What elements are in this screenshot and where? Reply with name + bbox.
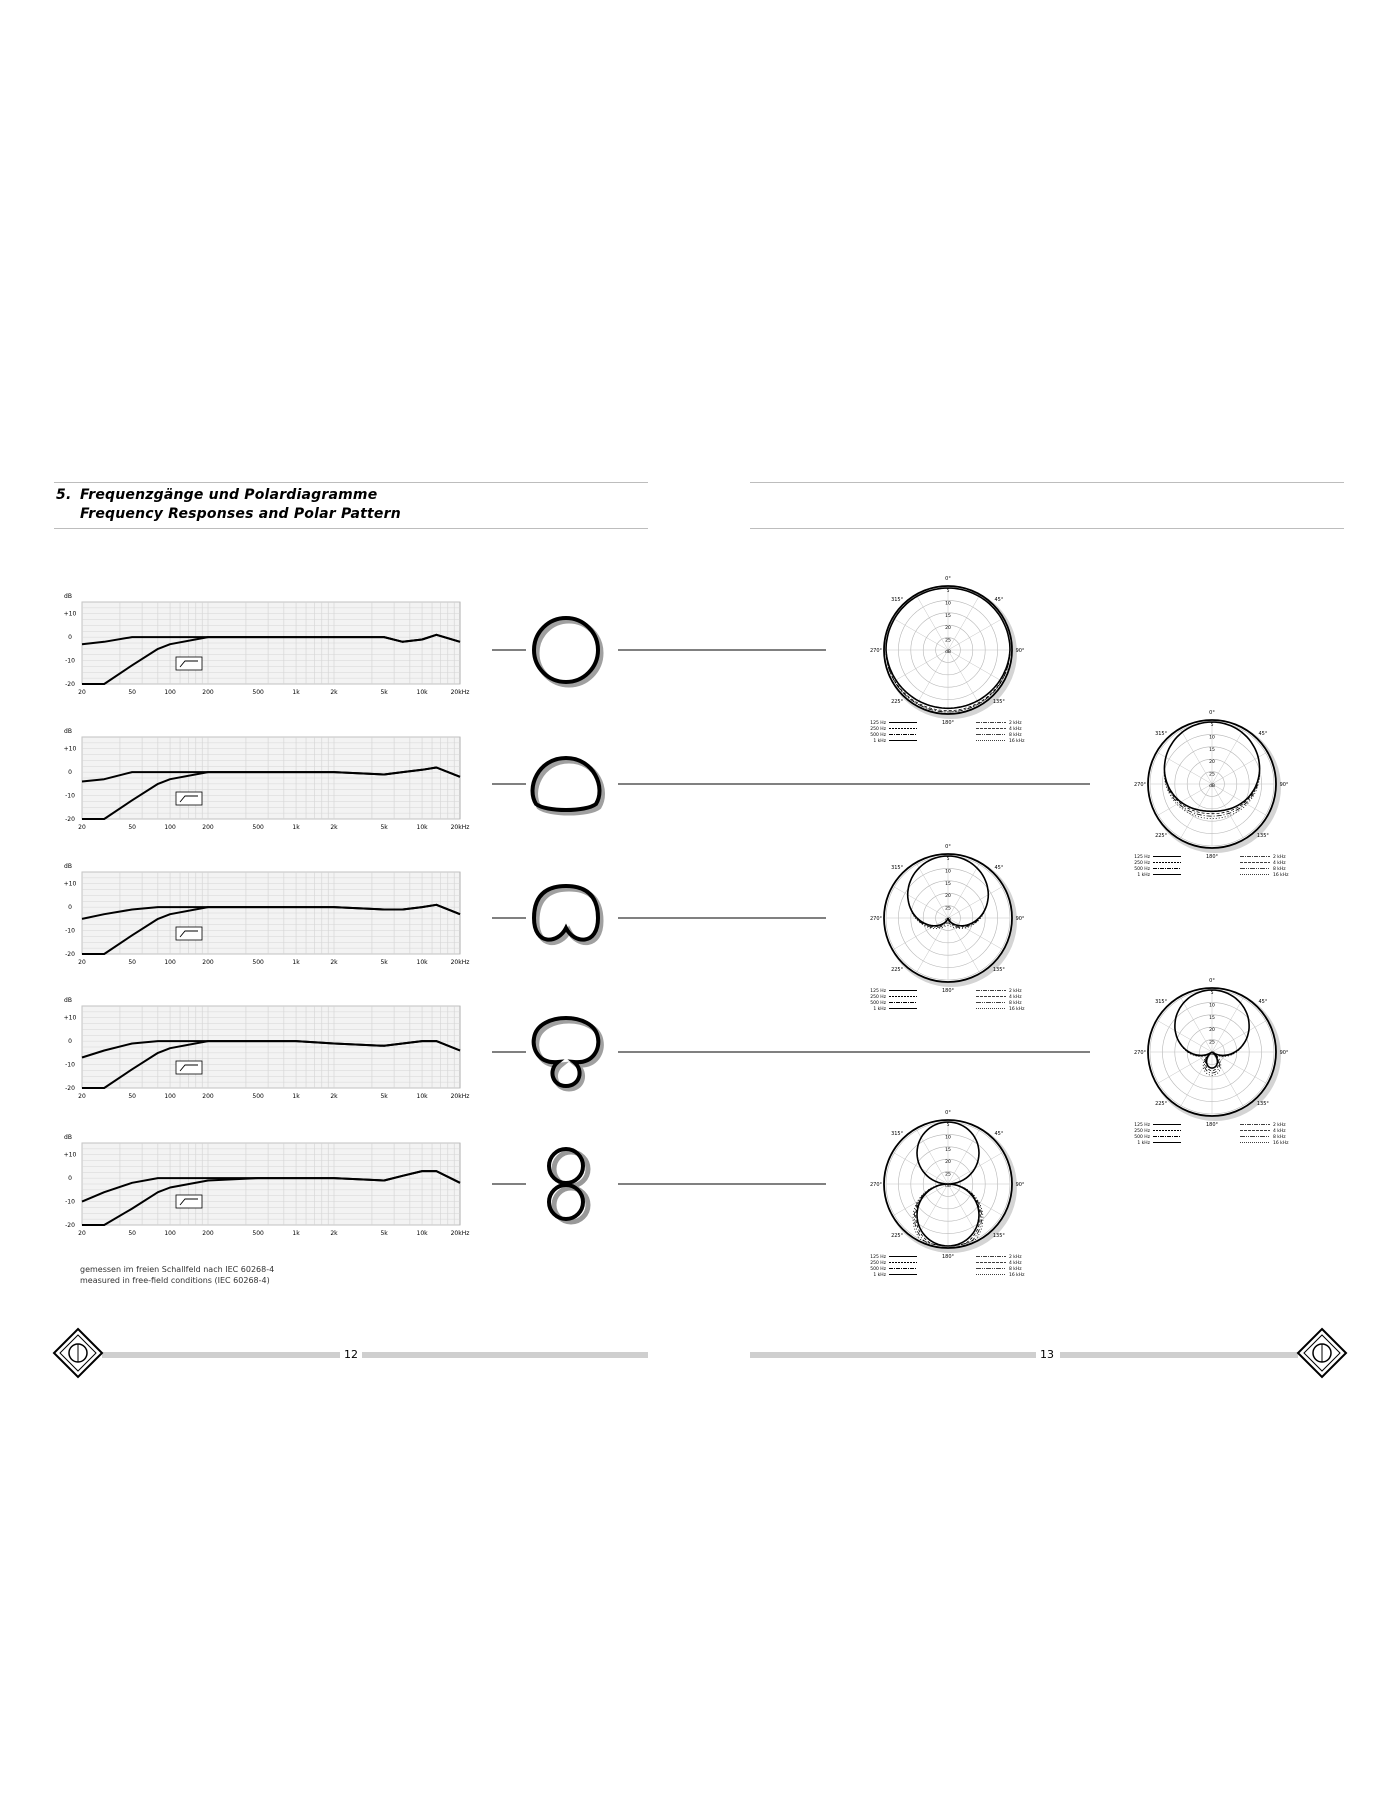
polar-ring-label: 15 xyxy=(945,881,951,887)
polar-angle-label: 225° xyxy=(891,966,904,973)
icon-outline xyxy=(534,886,598,940)
polar-angle-label: 270° xyxy=(869,916,883,922)
x-tick-label: 100 xyxy=(164,689,176,696)
polar-angle-label: 0° xyxy=(945,844,951,850)
polar-angle-label: 90° xyxy=(1279,782,1289,788)
x-tick-label: 5k xyxy=(380,689,388,696)
x-tick-label: 500 xyxy=(252,1230,264,1237)
polar-angle-label: 225° xyxy=(1155,1100,1168,1107)
measurement-note-en: measured in free-field conditions (IEC 60268-4) xyxy=(80,1276,270,1285)
polar-angle-label: 90° xyxy=(1279,1050,1289,1056)
y-tick-label: +10 xyxy=(63,1151,77,1159)
polar-angle-label: 270° xyxy=(1133,782,1147,788)
x-tick-label: 500 xyxy=(252,824,264,831)
polar-ring-label: 5 xyxy=(946,1123,950,1128)
low-cut-symbol xyxy=(176,792,202,805)
legend-label: 2 kHz xyxy=(1273,1123,1286,1128)
polar-ring-label: 5 xyxy=(1210,991,1214,996)
x-tick-label: 100 xyxy=(164,959,176,966)
x-tick-label: 200 xyxy=(202,959,214,966)
legend-label: 4 kHz xyxy=(1009,1261,1022,1266)
y-tick-label: 0 xyxy=(68,904,72,912)
legend-label: 1 kHz xyxy=(1137,1141,1150,1146)
y-tick-label: 0 xyxy=(68,1038,72,1046)
legend-label: 8 kHz xyxy=(1273,867,1286,872)
y-axis-label: dB xyxy=(64,997,72,1004)
polar-diagrams xyxy=(870,576,1289,1278)
x-tick-label: 20 xyxy=(78,1093,86,1100)
polar-angle-label: 180° xyxy=(1205,854,1219,860)
y-axis-label: dB xyxy=(64,1134,72,1141)
polar-ring-label: 15 xyxy=(945,613,951,619)
x-tick-label: 20 xyxy=(78,824,86,831)
x-tick-label: 1k xyxy=(292,689,300,696)
polar-angle-label: 270° xyxy=(869,1182,883,1188)
x-tick-label: 1k xyxy=(292,824,300,831)
legend-label: 4 kHz xyxy=(1273,861,1286,866)
hypercardioid-pattern-icon xyxy=(534,1018,602,1089)
x-tick-label: 5k xyxy=(380,959,388,966)
y-tick-label: -10 xyxy=(65,927,75,935)
legend-label: 1 kHz xyxy=(873,1007,886,1012)
polar-angle-label: 0° xyxy=(945,576,951,582)
wide-cardioid-pattern-icon xyxy=(533,758,603,813)
freq-response-omni xyxy=(64,593,470,696)
legend-label: 500 Hz xyxy=(870,1001,886,1006)
x-tick-label: 50 xyxy=(128,824,136,831)
x-tick-label: 2k xyxy=(330,1093,338,1100)
polar-angle-label: 45° xyxy=(1258,999,1268,1006)
x-tick-label: 2k xyxy=(330,1230,338,1237)
polar-ring-label: dB xyxy=(945,650,951,655)
y-tick-label: -10 xyxy=(65,1061,75,1069)
x-tick-label: 200 xyxy=(202,1230,214,1237)
polar-ring-label: 5 xyxy=(946,857,950,862)
x-tick-label: 100 xyxy=(164,1093,176,1100)
polar-figure8 xyxy=(870,1110,1025,1278)
y-tick-label: -20 xyxy=(65,681,75,688)
polar-angle-label: 135° xyxy=(992,1232,1005,1239)
polar-ring-label: dB xyxy=(1209,1052,1215,1057)
x-tick-label: 10k xyxy=(416,689,428,696)
legend-label: 2 kHz xyxy=(1009,989,1022,994)
x-tick-label: 200 xyxy=(202,1093,214,1100)
legend-label: 125 Hz xyxy=(1134,855,1150,860)
legend-label: 4 kHz xyxy=(1009,995,1022,1000)
polar-ring-label: dB xyxy=(1209,784,1215,789)
legend-label: 2 kHz xyxy=(1273,855,1286,860)
polar-angle-label: 45° xyxy=(994,1131,1004,1138)
low-cut-symbol xyxy=(176,657,202,670)
x-tick-label: 1k xyxy=(292,959,300,966)
polar-angle-label: 180° xyxy=(1205,1122,1219,1128)
legend-label: 250 Hz xyxy=(870,995,886,1000)
y-tick-label: -10 xyxy=(65,792,75,800)
x-tick-label: 20 xyxy=(78,959,86,966)
legend-label: 8 kHz xyxy=(1273,1135,1286,1140)
legend-label: 16 kHz xyxy=(1273,873,1289,878)
x-tick-label: 50 xyxy=(128,689,136,696)
x-tick-label: 20kHz xyxy=(450,689,470,696)
polar-angle-label: 0° xyxy=(1209,710,1215,716)
polar-ring-label: 20 xyxy=(1209,760,1215,766)
x-tick-label: 2k xyxy=(330,959,338,966)
x-tick-label: 50 xyxy=(128,959,136,966)
x-tick-label: 200 xyxy=(202,824,214,831)
x-tick-label: 5k xyxy=(380,1230,388,1237)
y-tick-label: -20 xyxy=(65,1222,75,1229)
x-tick-label: 5k xyxy=(380,824,388,831)
polar-ring-label: 20 xyxy=(945,1160,951,1166)
polar-ring-label: 25 xyxy=(945,906,951,912)
polar-ring-label: 5 xyxy=(946,589,950,594)
figure8-pattern-icon xyxy=(549,1149,588,1222)
polar-angle-label: 270° xyxy=(1133,1050,1147,1056)
legend-label: 500 Hz xyxy=(1134,867,1150,872)
polar-omni xyxy=(870,576,1025,744)
polar-ring-label: 25 xyxy=(945,1172,951,1178)
x-tick-label: 50 xyxy=(128,1230,136,1237)
legend-label: 250 Hz xyxy=(1134,1129,1150,1134)
legend-label: 16 kHz xyxy=(1273,1141,1289,1146)
x-tick-label: 20kHz xyxy=(450,959,470,966)
polar-angle-label: 90° xyxy=(1015,648,1025,654)
y-tick-label: +10 xyxy=(63,745,77,753)
legend-label: 500 Hz xyxy=(1134,1135,1150,1140)
y-tick-label: -20 xyxy=(65,951,75,958)
legend-label: 125 Hz xyxy=(870,721,886,726)
legend-label: 500 Hz xyxy=(870,1267,886,1272)
polar-ring-label: 5 xyxy=(1210,723,1214,728)
x-tick-label: 100 xyxy=(164,824,176,831)
polar-ring-label: 15 xyxy=(1209,1015,1215,1021)
legend-label: 2 kHz xyxy=(1009,1255,1022,1260)
icon-outline xyxy=(533,758,600,810)
y-tick-label: -20 xyxy=(65,816,75,823)
polar-ring-label: dB xyxy=(945,918,951,923)
x-tick-label: 20 xyxy=(78,689,86,696)
x-tick-label: 20 xyxy=(78,1230,86,1237)
low-cut-symbol xyxy=(176,927,202,940)
x-tick-label: 1k xyxy=(292,1093,300,1100)
polar-angle-label: 45° xyxy=(994,865,1004,872)
x-tick-label: 20kHz xyxy=(450,1093,470,1100)
y-axis-label: dB xyxy=(64,728,72,735)
polar-ring-label: 10 xyxy=(1209,1003,1215,1009)
x-tick-label: 5k xyxy=(380,1093,388,1100)
polar-ring-label: 25 xyxy=(1209,772,1215,778)
legend-label: 8 kHz xyxy=(1009,1001,1022,1006)
frequency-charts xyxy=(64,593,470,1237)
y-axis-label: dB xyxy=(64,863,72,870)
polar-angle-label: 315° xyxy=(1155,731,1168,738)
measurement-note-de: gemessen im freien Schallfeld nach IEC 60268-4 xyxy=(80,1265,275,1274)
legend-label: 1 kHz xyxy=(1137,873,1150,878)
polar-angle-label: 270° xyxy=(869,648,883,654)
polar-ring-label: 10 xyxy=(945,1135,951,1141)
polar-angle-label: 135° xyxy=(1256,1100,1269,1107)
polar-angle-label: 315° xyxy=(891,865,904,872)
y-tick-label: +10 xyxy=(63,880,77,888)
polar-angle-label: 315° xyxy=(891,1131,904,1138)
polar-angle-label: 315° xyxy=(1155,999,1168,1006)
x-tick-label: 100 xyxy=(164,1230,176,1237)
x-tick-label: 500 xyxy=(252,959,264,966)
y-axis-label: dB xyxy=(64,593,72,600)
polar-wide-cardioid xyxy=(1134,710,1289,878)
x-tick-label: 500 xyxy=(252,689,264,696)
polar-ring-label: 10 xyxy=(945,601,951,607)
polar-angle-label: 225° xyxy=(891,698,904,705)
x-tick-label: 10k xyxy=(416,824,428,831)
x-tick-label: 20kHz xyxy=(450,1230,470,1237)
pattern-icons xyxy=(533,618,603,1222)
polar-angle-label: 90° xyxy=(1015,1182,1025,1188)
freq-response-wide-cardioid xyxy=(64,728,470,831)
polar-angle-label: 315° xyxy=(891,597,904,604)
x-tick-label: 10k xyxy=(416,959,428,966)
x-tick-label: 2k xyxy=(330,824,338,831)
y-tick-label: -20 xyxy=(65,1085,75,1092)
page-number-left: 12 xyxy=(344,1348,358,1361)
section-title-de: Frequenzgänge und Polardiagramme xyxy=(80,487,378,503)
x-tick-label: 1k xyxy=(292,1230,300,1237)
legend-label: 8 kHz xyxy=(1009,733,1022,738)
polar-ring-label: 20 xyxy=(1209,1028,1215,1034)
low-cut-symbol xyxy=(176,1195,202,1208)
x-tick-label: 50 xyxy=(128,1093,136,1100)
polar-ring-label: 20 xyxy=(945,626,951,632)
polar-angle-label: 135° xyxy=(992,698,1005,705)
y-tick-label: 0 xyxy=(68,634,72,642)
polar-cardioid xyxy=(870,844,1025,1012)
x-tick-label: 20kHz xyxy=(450,824,470,831)
legend-label: 2 kHz xyxy=(1009,721,1022,726)
polar-ring-label: 10 xyxy=(945,869,951,875)
legend-label: 16 kHz xyxy=(1009,739,1025,744)
y-tick-label: -10 xyxy=(65,1198,75,1206)
legend-label: 1 kHz xyxy=(873,739,886,744)
page-number-right: 13 xyxy=(1040,1348,1054,1361)
low-cut-symbol xyxy=(176,1061,202,1074)
polar-ring-label: 10 xyxy=(1209,735,1215,741)
brand-logo-left xyxy=(54,1329,102,1377)
polar-ring-label: dB xyxy=(945,1184,951,1189)
cardioid-pattern-icon xyxy=(534,886,601,943)
polar-angle-label: 135° xyxy=(1256,832,1269,839)
brand-logo-right xyxy=(1298,1329,1346,1377)
x-tick-label: 2k xyxy=(330,689,338,696)
legend-label: 8 kHz xyxy=(1009,1267,1022,1272)
legend-label: 125 Hz xyxy=(870,989,886,994)
polar-angle-label: 0° xyxy=(1209,978,1215,984)
legend-label: 4 kHz xyxy=(1273,1129,1286,1134)
x-tick-label: 10k xyxy=(416,1093,428,1100)
legend-label: 16 kHz xyxy=(1009,1007,1025,1012)
freq-response-hypercardioid xyxy=(64,997,470,1100)
polar-ring-label: 20 xyxy=(945,894,951,900)
legend-label: 125 Hz xyxy=(870,1255,886,1260)
legend-label: 125 Hz xyxy=(1134,1123,1150,1128)
icon-outline xyxy=(534,618,598,682)
polar-angle-label: 45° xyxy=(1258,731,1268,738)
y-tick-label: +10 xyxy=(63,610,77,618)
freq-response-figure8 xyxy=(64,1134,470,1237)
polar-ring-label: 25 xyxy=(1209,1040,1215,1046)
polar-angle-label: 0° xyxy=(945,1110,951,1116)
polar-angle-label: 180° xyxy=(941,1254,955,1260)
y-tick-label: 0 xyxy=(68,1175,72,1183)
polar-angle-label: 90° xyxy=(1015,916,1025,922)
legend-label: 1 kHz xyxy=(873,1273,886,1278)
polar-ring-label: 15 xyxy=(945,1147,951,1153)
polar-ring-label: 15 xyxy=(1209,747,1215,753)
x-tick-label: 500 xyxy=(252,1093,264,1100)
legend-label: 500 Hz xyxy=(870,733,886,738)
polar-angle-label: 180° xyxy=(941,988,955,994)
x-tick-label: 10k xyxy=(416,1230,428,1237)
omni-pattern-icon xyxy=(534,618,601,685)
polar-ring-label: 25 xyxy=(945,638,951,644)
section-title-en: Frequency Responses and Polar Pattern xyxy=(80,506,401,522)
x-tick-label: 200 xyxy=(202,689,214,696)
polar-angle-label: 225° xyxy=(1155,832,1168,839)
polar-angle-label: 45° xyxy=(994,597,1004,604)
y-tick-label: -10 xyxy=(65,657,75,665)
polar-angle-label: 225° xyxy=(891,1232,904,1239)
y-tick-label: 0 xyxy=(68,769,72,777)
y-tick-label: +10 xyxy=(63,1014,77,1022)
legend-label: 4 kHz xyxy=(1009,727,1022,732)
polar-hypercardioid xyxy=(1134,978,1289,1146)
legend-label: 250 Hz xyxy=(1134,861,1150,866)
legend-label: 250 Hz xyxy=(870,1261,886,1266)
section-number: 5. xyxy=(56,487,72,503)
polar-angle-label: 135° xyxy=(992,966,1005,973)
legend-label: 250 Hz xyxy=(870,727,886,732)
legend-label: 16 kHz xyxy=(1009,1273,1025,1278)
freq-response-cardioid xyxy=(64,863,470,966)
polar-angle-label: 180° xyxy=(941,720,955,726)
